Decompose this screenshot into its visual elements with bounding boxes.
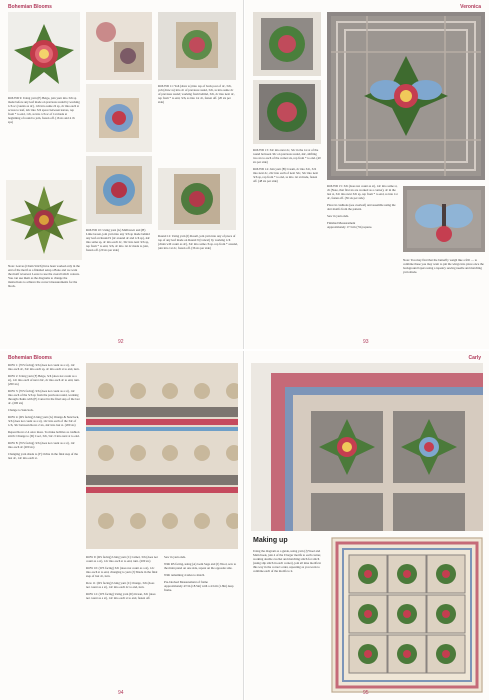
running-head: Veronica xyxy=(460,4,481,10)
flower-motif-photo xyxy=(8,12,80,92)
leaf-flower-photo xyxy=(6,180,82,260)
large-square-motif-photo xyxy=(327,12,485,180)
note-box xyxy=(403,258,485,338)
paragraph: With remaining 4 sides to match. xyxy=(164,573,205,577)
paragraph: Repeat Rows 2-4 once more. To make bobbles as cushion stitch: Change to (D) Cool, 3ch, 5dc cl into next st to end. xyxy=(8,430,80,438)
paragraph: Finished Measurement Approximately 17.5cm (7in) square. xyxy=(327,221,373,229)
page-number: 94 xyxy=(118,690,124,696)
page-number: 93 xyxy=(363,339,369,345)
text-column-3 xyxy=(158,84,236,166)
paragraph: ROW 8: (WS facing) 3ch (does not count as a st), 1dc into each dc (200 sts) xyxy=(8,441,75,449)
paragraph: Using the diagram as a guide, using yarn (J) Wool and Main hook, join 4 of the 9 larger motifs to each corner, working double crochet and matching stitch for stitch (using slip stitch in each corner), join all nine motifs in this way in the correct order, repeating as you work to combine each of the motifs to it. xyxy=(253,549,321,573)
cushion-layout-diagram xyxy=(331,537,483,693)
step-photo-5 xyxy=(158,168,236,230)
paragraph: Sew in yarn ends. xyxy=(327,214,349,218)
paragraph: Change to Sunclock. xyxy=(8,408,34,412)
spread-top xyxy=(0,0,489,349)
text-column-1b xyxy=(8,264,80,342)
page-93 xyxy=(245,0,489,349)
paragraph: ROW 4: (RS facing) Using yarn (G) Orange & Sunclock, 3ch (does not count as a st), 1dc into each of the 3dc of 1ch, 3dc between Rows 2 sts, 4dc into last st. (200 sts) xyxy=(8,415,80,427)
paragraph: ROW 9: (RS facing) Using yarn (C) Camel, 3ch (does not count as a st), 1dc into each st to end, turn. (200 sts) xyxy=(86,555,158,563)
page-number: 92 xyxy=(118,339,124,345)
running-head: Bohemian Blooms xyxy=(8,355,52,361)
text-column-1 xyxy=(253,549,325,691)
spread-bottom xyxy=(0,351,489,700)
paragraph: Row 11: (RS facing) Using yarn (C) Orange, 3ch (does not count as a st), 1dc into each dc to end, turn. xyxy=(86,581,155,589)
paragraph: Note: Leaves (Chain Stitch) have been worked only in the end of the motif as a finished setup a Bano and we want the motif reversed. Leave to use the overall stitch colours. You can use them as the diagrams to change the instructions to achieve the correct measurements for the block. xyxy=(8,264,80,288)
text-column-2 xyxy=(86,555,158,693)
paragraph: With RS facing, using (A) Gem Sage and (J) Wool, sew to the main panel on one side, repeat on the opposite side. xyxy=(164,562,237,570)
paragraph: ROW 10: (WS facing) 3ch (does not count as a st), 1dc into each st to end, changing to yarn (J) Shade in the final step of last dc, turn. xyxy=(86,566,158,578)
paragraph: ROUND 13: 3dc into next dc, 3dc in the 1st st of the round between 3dc on previous round, 4dc, shifting two sts to each of the corner sts, rep from * to end. (40 sts per side) xyxy=(253,148,321,164)
page-92 xyxy=(0,0,244,349)
paragraph: Sew in yarn ends. xyxy=(164,555,186,559)
paragraph: ROW 3: (WS facing) 3ch (does not count as a st), 1dc into each of the 3ch sp from the previous round, working through chains with (E) Cancel in the final step of the last dc. (200 sts) xyxy=(8,389,80,405)
text-column-1 xyxy=(253,148,321,254)
step-photo-4 xyxy=(158,12,236,80)
text-column-1 xyxy=(8,363,80,693)
border-detail-photo xyxy=(86,363,238,549)
step-photo-6 xyxy=(253,12,321,76)
note-text: Note: You may find that the butterfly weigh like a frill — to combine these you may want to pin the wings into place once the background layers using a tapestry sewing needle and matching yarn shade. xyxy=(403,258,484,274)
paragraph: ROUND 10: Using yarn (G) Midbrown and (H) Lime Green, join yarn into any 3ch sp made behind any leaf on Round 9 (dc around dc and 1ch sp), 4dc into same sp, dc into each dc, 3dc into next 3ch sp, rep from * to end, 3ch, dc into 1st dc made to join, fasten off. (20 sts per side) xyxy=(86,228,150,252)
text-column-3b xyxy=(158,234,238,334)
butterfly-motif-photo xyxy=(403,186,485,252)
paragraph: Place in cushions (see overleaf) and assemble using the dart motifs from the pattern. xyxy=(327,203,396,211)
text-column-2 xyxy=(86,228,152,340)
running-head: Carly xyxy=(468,355,481,361)
step-photo-1 xyxy=(86,12,152,80)
page-number: 95 xyxy=(363,690,369,696)
page-95 xyxy=(245,351,489,700)
section-heading: Making up xyxy=(253,537,288,544)
paragraph: ROUND 15: 3ch (does not count as st), 1dc into same st, ch (Note, that first sts are worked as a corner), dc in the last st, 3dc into next 3ch sp, rep from * to end, ss into 1st dc, fasten off. (56 sts per side) xyxy=(327,184,398,200)
paragraph: Changing yarn shade to (F) Ochre in the final step of the last dc, 1dc into each st. xyxy=(8,452,79,460)
step-photo-3 xyxy=(86,156,152,224)
page-94 xyxy=(0,351,244,700)
paragraph: ROW 2: Using yarn (F) Beige, 3ch (does not count as a st), 1dc into each of next 2dc, dc into each dc to end, turn. (200 sts) xyxy=(8,374,80,386)
cushion-corner-photo xyxy=(251,363,483,531)
text-column-3 xyxy=(164,555,238,693)
paragraph: ROUND 9: Using yarn (E) Beige, join yarn into 3ch sp made before any leaf made on previous round by working 1ch sc (counts as dc), 1ch into same ch sp, dc into each st across to leaf, 4dc into 3ch space between leaves, rep from * to end, 1ch, ss into 1ch sc of 1st made at beginning of round to join, fasten off. (16 sts and 4 ch sps) xyxy=(8,96,80,124)
paragraph: ROW 1: (WS facing) 3ch (does not count as a st), 1dc into each dc, 3dc into each sp, dc into each st to end, turn. xyxy=(8,363,80,371)
text-column-2 xyxy=(327,184,399,340)
running-head: Bohemian Blooms xyxy=(8,4,52,10)
paragraph: Round 12: Using yarn (I) Rosell, join yarn into any of piece of top of any leaf made on Round 9 (Cancel) by working 1ch (chain will count as dc), 3dc into same ch sp. rep from * around, join into 1st dc, fasten off. (36 sts per side) xyxy=(158,234,238,250)
step-photo-2 xyxy=(86,84,152,152)
paragraph: ROUND 14: Join yarn (B) Cream, dc into 3dc, 3ch into next dc, 2dc into each of next 3dc, 3dc into next 3ch sp, rep from * to end, ss into 1st st made, fasten off. (48 sts per side) xyxy=(253,167,319,183)
paragraph: ROUND 11: Yoh (draw ss) into top of back post of dc, 3ch, yoh (draw ss) into dc of previous round, 3ch, ss into same dc of previous round; working from behind, 3ch, dc into next dc, rep from * to end, 3ch, ss into 1st dc, fasten off. (20 sts per side) xyxy=(158,84,235,104)
paragraph: Pre-blocked Measurement of frame Approximately 47cm (18.5in) with a 4.5cm (1.8in) deep frame. xyxy=(164,580,234,592)
paragraph: ROW 12: (WS facing) Using yarn (D) Ocean, 3ch (does not count as a st), 1dc into each st to end, fasten off. xyxy=(86,592,156,600)
step-photo-7 xyxy=(253,80,321,144)
text-column-1 xyxy=(8,96,80,178)
